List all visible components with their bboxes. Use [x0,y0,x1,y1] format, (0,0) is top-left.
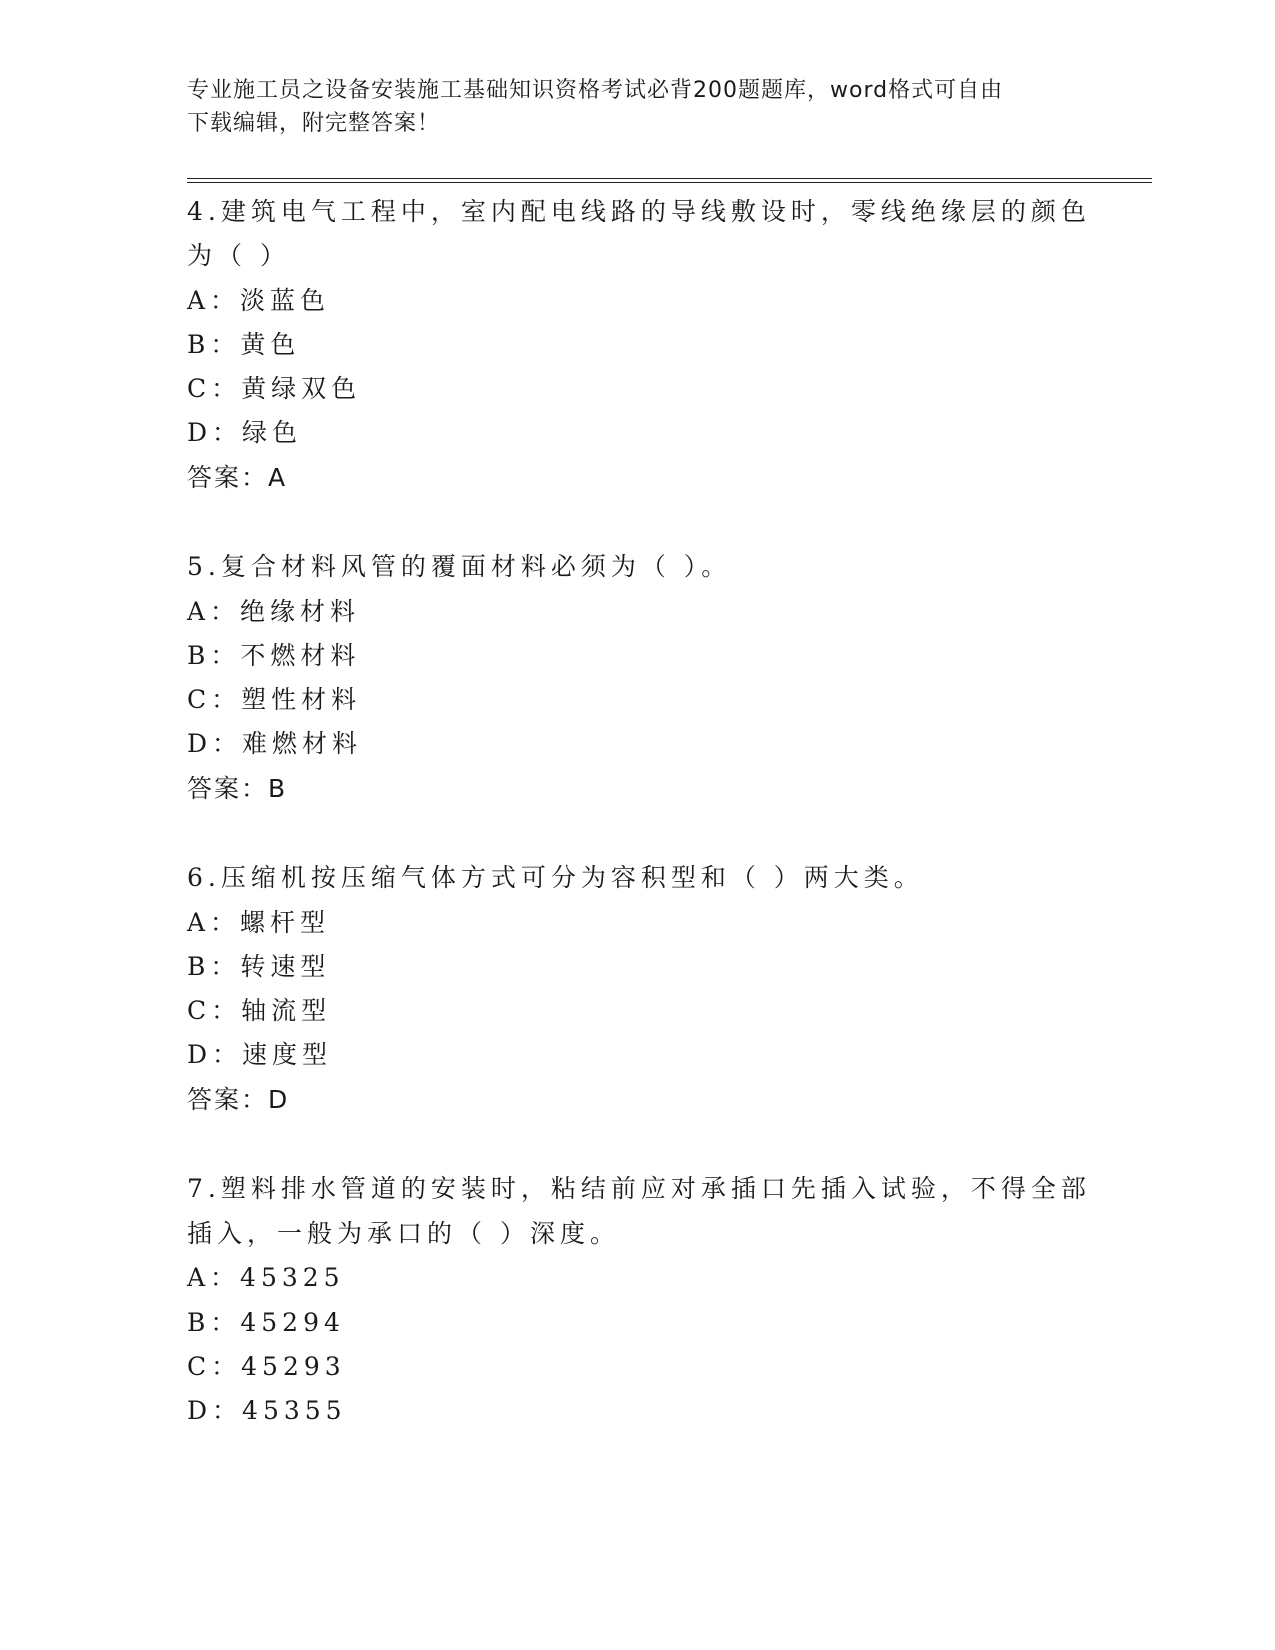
question-4-option-d: D：绿色 [187,418,303,447]
header-divider-bottom [187,182,1152,183]
question-5-stem-line-1: 5.复合材料风管的覆面材料必须为（ ）。 [187,552,732,581]
question-4-option-c: C：黄绿双色 [187,374,362,403]
question-5-option-b: B：不燃材料 [187,641,361,670]
header-divider-top [187,178,1152,179]
question-4-option-a: A：淡蓝色 [187,286,331,315]
question-5-option-d: D：难燃材料 [187,729,363,758]
question-4-option-b: B：黄色 [187,330,301,359]
question-6-option-a: A：螺杆型 [187,908,331,937]
question-5-option-a: A：绝缘材料 [187,597,361,626]
header-line-2: 下载编辑，附完整答案！ [187,111,441,136]
question-7-option-c: C：45293 [187,1352,346,1381]
question-5-option-c: C：塑性材料 [187,685,362,714]
document-header [187,74,1087,140]
question-4-stem-line-2: 为（ ） [187,241,290,270]
question-7-stem-line-1: 7.塑料排水管道的安装时，粘结前应对承插口先插入试验，不得全部 [187,1174,1091,1203]
question-6-option-c: C：轴流型 [187,996,332,1025]
question-7-stem-line-2: 插入，一般为承口的（ ）深度。 [187,1219,620,1248]
question-7-option-b: B：45294 [187,1308,345,1337]
question-6-option-d: D：速度型 [187,1040,333,1069]
question-6-stem-line-1: 6.压缩机按压缩气体方式可分为容积型和（ ）两大类。 [187,863,924,892]
question-7-option-a: A：45325 [187,1263,345,1292]
header-line-1: 专业施工员之设备安装施工基础知识资格考试必背200题题库，word格式可自由 [187,78,1004,103]
question-7-option-d: D：45355 [187,1396,347,1425]
question-4-answer: 答案：A [187,463,288,492]
question-6-answer: 答案：D [187,1085,290,1114]
question-5-answer: 答案：B [187,774,288,803]
question-4-stem-line-1: 4.建筑电气工程中，室内配电线路的导线敷设时，零线绝缘层的颜色 [187,197,1091,226]
question-6-option-b: B：转速型 [187,952,331,981]
